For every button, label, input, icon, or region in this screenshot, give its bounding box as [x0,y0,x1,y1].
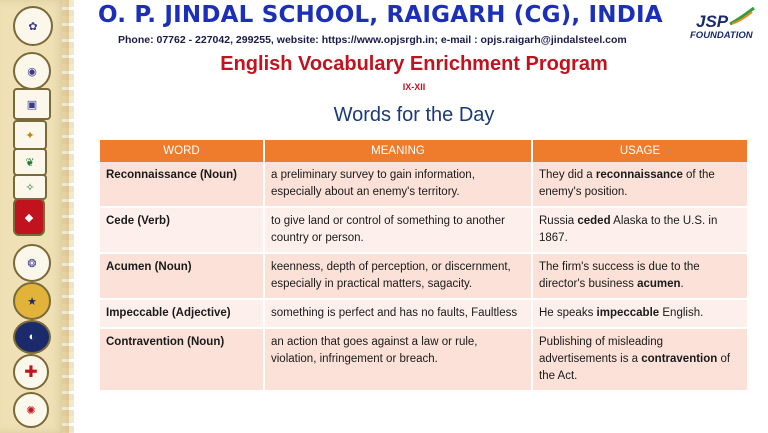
program-title: English Vocabulary Enrichment Program [220,53,608,75]
word-cell: Cede (Verb) [100,207,264,253]
jsp-foundation-logo [688,6,760,46]
usage-text: . [680,278,684,290]
table-row [100,328,748,391]
usage-text: of the enemy's position. [539,169,715,198]
red-cross-icon: ✚ [13,354,49,390]
grade-range: IX-XII [402,82,426,92]
usage-text: He speaks [539,307,597,319]
table-header-row [100,140,748,162]
usage-cell [532,328,748,391]
usage-keyword: impeccable [596,307,660,319]
usage-keyword: reconnaissance [595,169,683,181]
usage-text: Publishing of misleading advertisements is a [539,336,664,365]
word-cell: Acumen (Noun) [100,253,264,299]
word-cell: Contravention (Noun) [100,328,264,391]
shield-crest-icon: ◆ [13,198,45,236]
usage-cell [532,162,748,207]
wheel-emblem-icon: ❂ [13,244,51,282]
accreditation-badge-icon: ▣ [13,88,51,120]
usage-text: They did a [539,169,596,181]
usage-text: English. [659,307,704,319]
usage-cell [532,299,748,328]
word-cell: Impeccable (Adjective) [100,299,264,328]
usage-keyword: contravention [641,353,718,365]
sports-icon: ✧ [13,174,47,200]
table-row [100,162,748,207]
usage-text: Russia [539,215,578,227]
gold-medal-icon: ★ [13,282,51,320]
meaning-cell: something is perfect and has no faults, Faultless [264,299,532,328]
table-row [100,299,748,328]
usage-text: of the Act. [539,353,731,382]
vocabulary-table [100,140,749,392]
school-crest-icon: ✿ [13,6,53,46]
word-cell: Reconnaissance (Noun) [100,162,264,207]
table-row [100,207,748,253]
meaning-cell: keenness, depth of perception, or discernment, especially in practical matters, sagacity. [264,253,532,299]
words-of-day-heading: Words for the Day [333,104,495,126]
jsp-logo-subtext: FOUNDATION [690,30,753,41]
meaning-cell: an action that goes against a law or rule, violation, infringement or breach. [264,328,532,391]
usage-cell [532,207,748,253]
cbse-emblem-icon: ◉ [13,52,51,90]
jsp-swoosh-icon [728,6,756,26]
contact-info: Phone: 07762 - 227042, 299255, website: https://www.opjsrgh.in; e-mail : opjs.raigarh@jindalsteel.com [118,34,627,46]
column-header-word: WORD [100,140,264,162]
school-name: O. P. JINDAL SCHOOL, RAIGARH (CG), INDIA [98,2,663,28]
usage-text: The firm's success is due to the director's business [539,261,700,290]
usage-keyword: acumen [637,278,681,290]
column-header-usage: USAGE [532,140,748,162]
award-medal-icon: ✦ [13,120,47,150]
ashoka-chakra-icon: ✺ [13,392,49,428]
eco-club-icon: ❦ [13,148,47,176]
jsp-logo-text: JSP [696,12,729,31]
usage-keyword: ceded [577,215,611,227]
column-header-meaning: MEANING [264,140,532,162]
table-row [100,253,748,299]
globe-emblem-icon: ◐ [13,320,51,354]
meaning-cell: a preliminary survey to gain information, especially about an enemy's territory. [264,162,532,207]
meaning-cell: to give land or control of something to another country or person. [264,207,532,253]
usage-cell [532,253,748,299]
usage-text: Alaska to the U.S. in 1867. [539,215,718,244]
